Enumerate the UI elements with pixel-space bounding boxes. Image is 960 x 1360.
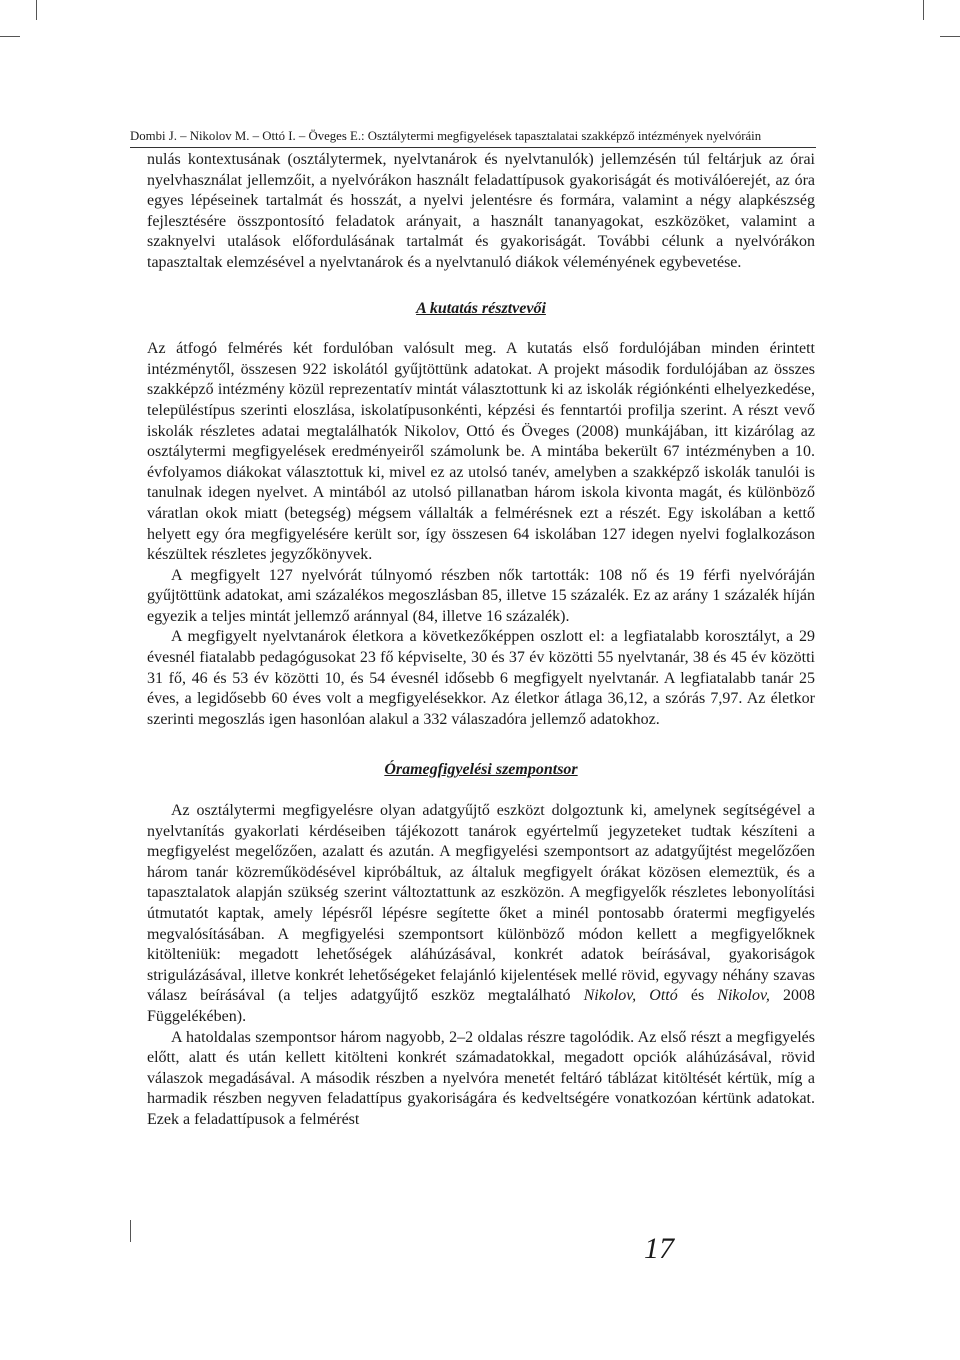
instrument-text-a: Az osztálytermi megfigyelésre olyan adatgyűjtő eszközt dolgoztunk ki, amelynek segítségével a nyelvtanítás gyakorlati kérdéseiben tájékozott tanárok egyértelmű jegyzeteket tudtak készíteni a megfigyelést megelőzően, azalatt és azután. A megfigyelési szempontsort az adatgyűjtést megelőzően három tanár közreműködésével kipróbáltuk, az általuk megfigyelt órákat közösen elemeztük, és a tapasztalatok alapján szükség szerint változtattunk az eszközön. A megfigyelők részletes lebonyolítási útmutatót kaptak, amely lépésről lépésre segítette őket a minél pontosabb óratermi megfigyelés megvalósításában. A megfigyelési szempontsort különböző módon kellett a megfigyelőknek kitölteniük: megadott lehetőségek aláhúzásával, konkrét adatok beírásával, gyakoriságok strigulázásával, illetve konkrét lehetőségeket felajánló kijelentések mellé rövid, egyvagy néhány szavas válasz beírásával (a teljes adatgyűjtő eszköz megtalálható bbox=[147, 802, 815, 1005]
running-head: Dombi J. – Nikolov M. – Ottó I. – Öveges E.: Osztálytermi megfigyelések tapasztalatai szakképző intézmények nyelvóráin bbox=[130, 128, 816, 148]
section-heading-participants: A kutatás résztvevői bbox=[416, 299, 546, 317]
crop-mark-top-right bbox=[923, 0, 924, 20]
instrument-text-c: 2008 Függelékében). bbox=[147, 987, 816, 1025]
citation-authors-2: Nikolov, bbox=[717, 987, 770, 1005]
section-heading-observation: Óramegfigyelési szempontsor bbox=[384, 761, 578, 779]
page-number: 17 bbox=[644, 1232, 674, 1265]
paragraph-age: A megfigyelt nyelvtanárok életkora a következőképpen oszlott el: a legfiatalabb korosztályt, a 29 évesnél fiatalabb pedagógusokat 23 fő képviselte, 30 és 37 év közötti 55 nyelvtanár, 38 és 45 év közötti 31 fő, 46 és 53 év közötti 10, és 54 évesnél idősebb 6 megfigyelt nyelvtanár. A legfiatalabb tanár 25 éves, a legidősebb 60 éves volt a megfigyelésekkor. Az életkor átlaga 36,12, a szórás 7,97. Az életkor szerinti megoszlás igen hasonlóan alakul a 332 válaszadóra jellemző adatokhoz. bbox=[147, 628, 815, 728]
crop-mark-top-left bbox=[36, 0, 37, 20]
paragraph-survey: Az átfogó felmérés két fordulóban valósult meg. A kutatás első fordulójában minden érintett intézménytől, összesen 922 iskolától gyűjtöttünk adatokat. A projekt második fordulójában az összes szakképző intézmény közül reprezentatív mintát választottunk ki az iskolák régiónkénti elhelyezkedése, településtípus szerinti eloszlása, iskolatípusonkénti, képzési és fenntartói profilja szerint. A részt vevő iskolák részletes adatai megtalálhatók Nikolov, Ottó és Öveges (2008) munkájában, itt kizárólag az osztálytermi megfigyelések eredményeiről számolunk be. A mintába bekerült 67 intézményben a 10. évfolyamos diákokat választottuk ki, mivel ez az utolsó tanév, amelyben a szakképző iskolák tanulói is tanulnak idegen nyelvet. A mintából az utolsó pillanatban három iskola kivonta magát, és különböző váratlan okok miatt (betegség) mégsem vállalták a felmérésnek ezt a részét. Egy iskolában a kettő helyett egy óra megfigyelésére került sor, így összesen 64 iskolában 127 idegen nyelvi foglalkozáson készültek részletes jegyzőkönyvek. bbox=[147, 340, 815, 564]
paragraph-intro: nulás kontextusának (osztálytermek, nyelvtanárok és nyelvtanulók) jellemzésén túl feltárjuk az órai nyelvhasználat jellemzőit, a nyelvórákon használt feladattípusok gyakoriságát és motiválóerejét, az óra egyes lépéseinek tartalmát és hosszát, a nyelvi jelentésre és formára, valamint a négy alapkészség fejlesztésére összpontosító feladatok arányait, a használt tananyagokat, eszközöket, valamint a szaknyelvi utalások előfordulásának tartalmát és gyakoriságát. További célunk a nyelvórákon tapasztaltak elemzésével a nyelvtanárok és a nyelvtanuló diákok véleményének egybevetése. bbox=[147, 151, 815, 271]
citation-authors-1: Nikolov, Ottó bbox=[583, 987, 678, 1005]
paragraph-gender: A megfigyelt 127 nyelvórát túlnyomó részben nők tartották: 108 nő és 19 férfi nyelvóráján gyűjtöttünk adatokat, ami százalékos megoszlásban 85, illetve 15 százalék. Ez az arány 1 százalék híján egyezik a teljes mintát jellemző aránnyal (84, illetve 16 százalék). bbox=[147, 566, 815, 625]
margin-rule bbox=[130, 1220, 131, 1242]
paragraph-structure: A hatoldalas szempontsor három nagyobb, 2–2 oldalas részre tagolódik. Az első részt a megfigyelés előtt, alatt és után kellett kitölteni konkrét számadatokkal, megadott opciók aláhúzásával, rövid válaszok megadásával. A második részben a nyelvóra menetét feltáró táblázat kitöltését kértük, míg a harmadik részben negyven feladattípus gyakoriságára és kedveltségére vonatkozóan kértünk adatokat. Ezek a feladattípusok a felmérést bbox=[147, 1028, 815, 1128]
paragraph-instrument bbox=[147, 801, 815, 1028]
crop-mark-top-left-h bbox=[0, 36, 20, 37]
body-text bbox=[147, 150, 815, 1131]
instrument-text-b: és bbox=[677, 987, 718, 1005]
crop-mark-top-right-h bbox=[940, 36, 960, 37]
